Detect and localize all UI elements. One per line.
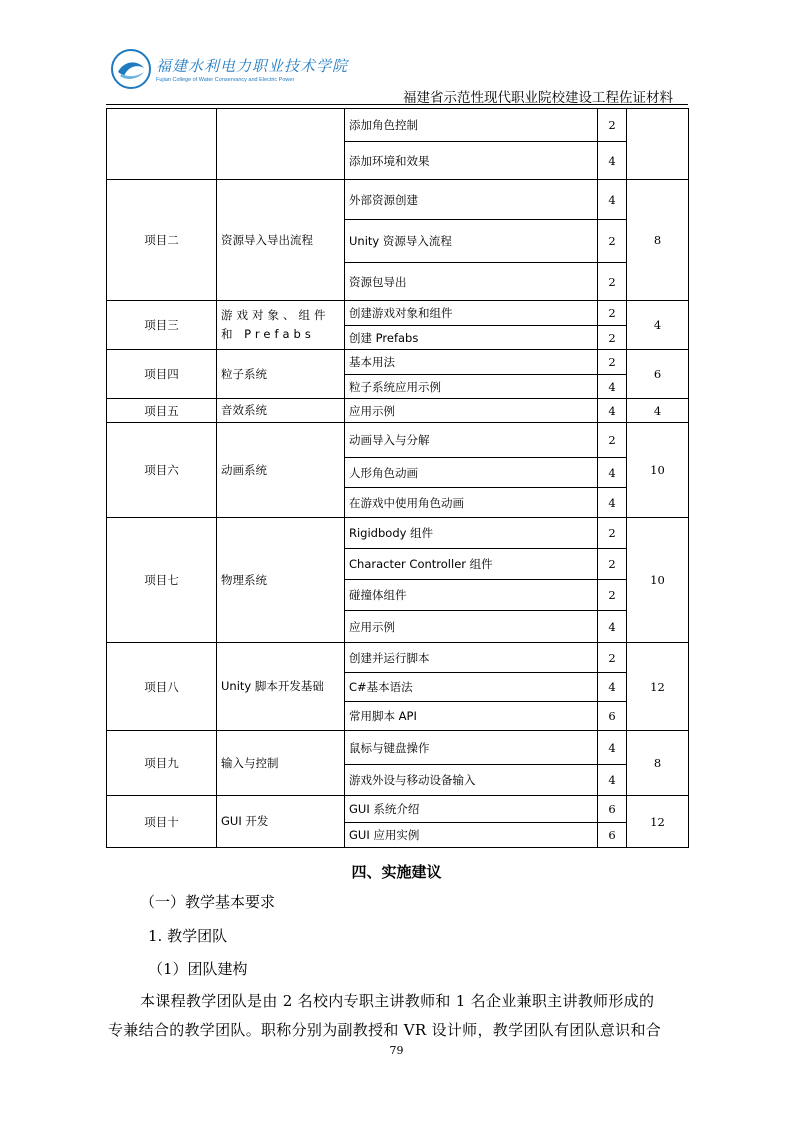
project-name-cell: 资源导入导出流程 bbox=[217, 180, 345, 301]
table-row bbox=[107, 180, 689, 220]
task-cell: 创建 Prefabs bbox=[345, 326, 598, 350]
project-number-cell: 项目四 bbox=[107, 350, 217, 399]
logo-chinese-name: 福建水利电力职业技术学院 bbox=[156, 57, 349, 75]
project-number-cell: 项目七 bbox=[107, 518, 217, 643]
project-number-cell: 项目三 bbox=[107, 301, 217, 350]
project-name-cell: 粒子系统 bbox=[217, 350, 345, 399]
table-row bbox=[107, 423, 689, 458]
total-hours-cell: 10 bbox=[627, 518, 689, 643]
task-hours-cell: 4 bbox=[598, 488, 627, 518]
task-cell: 资源包导出 bbox=[345, 263, 598, 301]
task-cell: 添加环境和效果 bbox=[345, 142, 598, 180]
paragraph-line: 本课程教学团队是由 2 名校内专职主讲教师和 1 名企业兼职主讲教师形成的 bbox=[140, 992, 655, 1010]
task-cell: GUI 应用实例 bbox=[345, 823, 598, 848]
total-hours-cell: 8 bbox=[627, 180, 689, 301]
project-name-cell: Unity 脚本开发基础 bbox=[217, 643, 345, 731]
total-hours-cell: 12 bbox=[627, 796, 689, 848]
logo-english-name: Fujian College of Water Conservancy and Electric Power bbox=[156, 77, 295, 83]
task-cell: 人形角色动画 bbox=[345, 458, 598, 488]
table-row bbox=[107, 350, 689, 375]
task-cell: 应用示例 bbox=[345, 399, 598, 423]
task-cell: 粒子系统应用示例 bbox=[345, 375, 598, 399]
task-hours-cell: 4 bbox=[598, 142, 627, 180]
task-hours-cell: 2 bbox=[598, 423, 627, 458]
table-row bbox=[107, 109, 689, 142]
task-cell: 基本用法 bbox=[345, 350, 598, 375]
page-number: 79 bbox=[389, 1044, 404, 1057]
task-cell: 鼠标与键盘操作 bbox=[345, 731, 598, 765]
task-cell: 常用脚本 API bbox=[345, 702, 598, 731]
table-row bbox=[107, 399, 689, 423]
total-hours-cell: 12 bbox=[627, 643, 689, 731]
task-hours-cell: 4 bbox=[598, 375, 627, 399]
task-cell: GUI 系统介绍 bbox=[345, 796, 598, 823]
table-row bbox=[107, 301, 689, 326]
table-row bbox=[107, 796, 689, 823]
project-name-cell: 动画系统 bbox=[217, 423, 345, 518]
total-hours-cell: 4 bbox=[627, 301, 689, 350]
task-hours-cell: 2 bbox=[598, 518, 627, 549]
task-cell: 创建并运行脚本 bbox=[345, 643, 598, 673]
project-name-cell: 输入与控制 bbox=[217, 731, 345, 796]
header-rule bbox=[106, 104, 688, 105]
table-row bbox=[107, 643, 689, 673]
college-logo bbox=[110, 48, 348, 90]
project-name-cell: 音效系统 bbox=[217, 399, 345, 423]
task-hours-cell: 4 bbox=[598, 765, 627, 796]
task-hours-cell: 4 bbox=[598, 611, 627, 643]
subsection-subitem: （1）团队建构 bbox=[148, 960, 248, 978]
task-hours-cell: 2 bbox=[598, 643, 627, 673]
task-cell: Rigidbody 组件 bbox=[345, 518, 598, 549]
task-cell: 碰撞体组件 bbox=[345, 580, 598, 611]
project-number-cell: 项目二 bbox=[107, 180, 217, 301]
task-cell: 应用示例 bbox=[345, 611, 598, 643]
college-emblem-icon bbox=[110, 48, 152, 90]
task-cell: C#基本语法 bbox=[345, 673, 598, 702]
paragraph-line: 专兼结合的教学团队。职称分别为副教授和 VR 设计师，教学团队有团队意识和合 bbox=[108, 1021, 662, 1039]
task-hours-cell: 2 bbox=[598, 220, 627, 263]
table-row bbox=[107, 731, 689, 765]
task-hours-cell: 2 bbox=[598, 350, 627, 375]
total-hours-cell bbox=[627, 109, 689, 180]
task-cell: 外部资源创建 bbox=[345, 180, 598, 220]
project-name-cell: GUI 开发 bbox=[217, 796, 345, 848]
project-number-cell bbox=[107, 109, 217, 180]
task-hours-cell: 2 bbox=[598, 326, 627, 350]
task-cell: Unity 资源导入流程 bbox=[345, 220, 598, 263]
project-name-cell: 游戏对象、组件和 Prefabs bbox=[217, 301, 345, 350]
total-hours-cell: 6 bbox=[627, 350, 689, 399]
task-cell: 动画导入与分解 bbox=[345, 423, 598, 458]
task-cell: 添加角色控制 bbox=[345, 109, 598, 142]
project-number-cell: 项目八 bbox=[107, 643, 217, 731]
task-cell: 在游戏中使用角色动画 bbox=[345, 488, 598, 518]
subsection-title: （一）教学基本要求 bbox=[140, 893, 276, 911]
task-hours-cell: 2 bbox=[598, 109, 627, 142]
project-number-cell: 项目九 bbox=[107, 731, 217, 796]
task-cell: Character Controller 组件 bbox=[345, 549, 598, 580]
task-hours-cell: 4 bbox=[598, 180, 627, 220]
total-hours-cell: 8 bbox=[627, 731, 689, 796]
total-hours-cell: 4 bbox=[627, 399, 689, 423]
project-number-cell: 项目十 bbox=[107, 796, 217, 848]
task-hours-cell: 2 bbox=[598, 580, 627, 611]
table-row bbox=[107, 518, 689, 549]
task-hours-cell: 2 bbox=[598, 263, 627, 301]
task-hours-cell: 2 bbox=[598, 549, 627, 580]
total-hours-cell: 10 bbox=[627, 423, 689, 518]
project-name-cell bbox=[217, 109, 345, 180]
header-title: 福建省示范性现代职业院校建设工程佐证材料 bbox=[403, 90, 673, 106]
task-hours-cell: 4 bbox=[598, 458, 627, 488]
project-number-cell: 项目六 bbox=[107, 423, 217, 518]
project-number-cell: 项目五 bbox=[107, 399, 217, 423]
section-heading: 四、实施建议 bbox=[351, 863, 442, 881]
task-hours-cell: 4 bbox=[598, 731, 627, 765]
task-hours-cell: 4 bbox=[598, 399, 627, 423]
task-hours-cell: 4 bbox=[598, 673, 627, 702]
subsection-item: 1. 教学团队 bbox=[148, 927, 228, 945]
task-hours-cell: 2 bbox=[598, 301, 627, 326]
task-hours-cell: 6 bbox=[598, 796, 627, 823]
course-schedule-table bbox=[106, 108, 689, 848]
task-cell: 创建游戏对象和组件 bbox=[345, 301, 598, 326]
task-hours-cell: 6 bbox=[598, 702, 627, 731]
task-hours-cell: 6 bbox=[598, 823, 627, 848]
task-cell: 游戏外设与移动设备输入 bbox=[345, 765, 598, 796]
project-name-cell: 物理系统 bbox=[217, 518, 345, 643]
